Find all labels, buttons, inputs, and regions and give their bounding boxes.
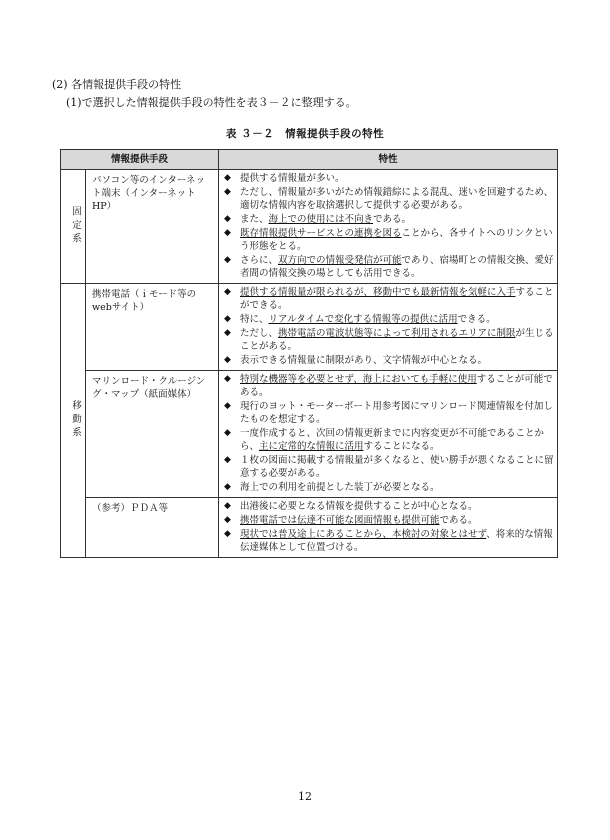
feature-item xyxy=(222,427,554,453)
features-cell xyxy=(219,170,558,284)
feature-item xyxy=(222,514,554,527)
feature-text: ただし、情報量が多いがため情報錯綜による混乱、迷いを回避するため、適切な情報内容を取捨選択して提供する必要がある。 xyxy=(240,187,554,211)
intro-paragraph: (1)で選択した情報提供手段の特性を表３－２に整理する。 xyxy=(66,96,357,109)
means-cell: （参考）ＰＤＡ等 xyxy=(86,498,219,558)
features-cell xyxy=(219,371,558,498)
feature-item xyxy=(222,327,554,353)
feature-item xyxy=(222,186,554,212)
feature-item xyxy=(222,500,554,513)
feature-item xyxy=(222,313,554,326)
feature-item xyxy=(222,227,554,253)
diamond-bullet-icon: ◆ xyxy=(224,214,231,224)
diamond-bullet-icon: ◆ xyxy=(224,228,231,238)
feature-text: １枚の図面に掲載する情報量が多くなると、使い勝手が悪くなることに留意する必要がある。 xyxy=(240,455,554,479)
diamond-bullet-icon: ◆ xyxy=(224,501,231,511)
diamond-bullet-icon: ◆ xyxy=(224,401,231,411)
means-cell: マリンロード・クルージング・マップ（紙面媒体） xyxy=(86,371,219,498)
means-cell: 携帯電話（ｉモード等のwebサイト） xyxy=(86,284,219,371)
diamond-bullet-icon: ◆ xyxy=(224,173,231,183)
feature-item xyxy=(222,400,554,426)
feature-text: 一度作成すると、次回の情報更新までに内容変更が不可能であることから、主に定常的な情報に活用することになる。 xyxy=(240,428,545,452)
feature-item xyxy=(222,354,554,367)
table-row xyxy=(61,371,558,498)
feature-text: また、海上での使用には不向きである。 xyxy=(240,214,412,225)
section-heading: (2) 各情報提供手段の特性 xyxy=(52,78,182,91)
header-features: 特性 xyxy=(219,150,558,170)
features-list xyxy=(222,373,554,494)
feature-item xyxy=(222,254,554,280)
feature-item xyxy=(222,172,554,185)
characteristics-table xyxy=(60,149,558,558)
diamond-bullet-icon: ◆ xyxy=(224,374,231,384)
table-row xyxy=(61,284,558,371)
feature-text: 現行のヨット・モーターボート用参考図にマリンロード関連情報を付加したものを想定する。 xyxy=(240,401,553,425)
table-row xyxy=(61,170,558,284)
feature-text: 海上での利用を前提とした装丁が必要となる。 xyxy=(240,482,440,493)
features-list xyxy=(222,286,554,367)
table-row xyxy=(61,498,558,558)
feature-item xyxy=(222,454,554,480)
feature-text: 現状では普及途上にあることから、本検討の対象とはせず、将来的な情報伝達媒体として位置づける。 xyxy=(240,529,553,553)
feature-text: ただし、携帯電話の電波状態等によって利用されるエリアに制限が生じることがある。 xyxy=(240,328,554,352)
table-caption: 表 ３－２ 情報提供手段の特性 xyxy=(225,128,385,140)
means-cell: パソコン等のインターネット端末（インターネットHP） xyxy=(86,170,219,284)
feature-text: さらに、双方向での情報受発信が可能であり、宿場町との情報交換、愛好者間の情報交換の場としても活用できる。 xyxy=(240,255,554,279)
feature-item xyxy=(222,373,554,399)
feature-item xyxy=(222,213,554,226)
header-means: 情報提供手段 xyxy=(61,150,219,170)
diamond-bullet-icon: ◆ xyxy=(224,515,231,525)
feature-text: 提供する情報量が限られるが、移動中でも最新情報を気軽に入手することができる。 xyxy=(240,287,554,311)
feature-text: 特に、リアルタイムで変化する情報等の提供に活用できる。 xyxy=(240,314,496,325)
diamond-bullet-icon: ◆ xyxy=(224,455,231,465)
feature-text: 特別な機器等を必要とせず、海上においても手軽に使用することが可能である。 xyxy=(240,374,553,398)
diamond-bullet-icon: ◆ xyxy=(224,482,231,492)
feature-item xyxy=(222,528,554,554)
diamond-bullet-icon: ◆ xyxy=(224,314,231,324)
diamond-bullet-icon: ◆ xyxy=(224,287,231,297)
features-list xyxy=(222,172,554,280)
diamond-bullet-icon: ◆ xyxy=(224,428,231,438)
features-list xyxy=(222,500,554,554)
feature-text: 出港後に必要となる情報を提供することが中心となる。 xyxy=(240,501,478,512)
diamond-bullet-icon: ◆ xyxy=(224,187,231,197)
feature-text: 携帯電話では伝達不可能な図面情報も提供可能である。 xyxy=(240,515,478,526)
diamond-bullet-icon: ◆ xyxy=(224,255,231,265)
feature-text: 既存情報提供サービスとの連携を図ることから、各サイトへのリンクという形態をとる。 xyxy=(240,228,553,252)
feature-text: 提供する情報量が多い。 xyxy=(240,173,345,184)
features-cell xyxy=(219,284,558,371)
feature-item xyxy=(222,286,554,312)
feature-text: 表示できる情報量に制限があり、文字情報が中心となる。 xyxy=(240,355,488,366)
diamond-bullet-icon: ◆ xyxy=(224,529,231,539)
category-cell: 固定系 xyxy=(61,170,86,284)
feature-item xyxy=(222,481,554,494)
category-cell: 移動系 xyxy=(61,284,86,558)
features-cell xyxy=(219,498,558,558)
diamond-bullet-icon: ◆ xyxy=(224,355,231,365)
table-header-row xyxy=(61,150,558,170)
diamond-bullet-icon: ◆ xyxy=(224,328,231,338)
page-number: 12 xyxy=(298,790,312,803)
